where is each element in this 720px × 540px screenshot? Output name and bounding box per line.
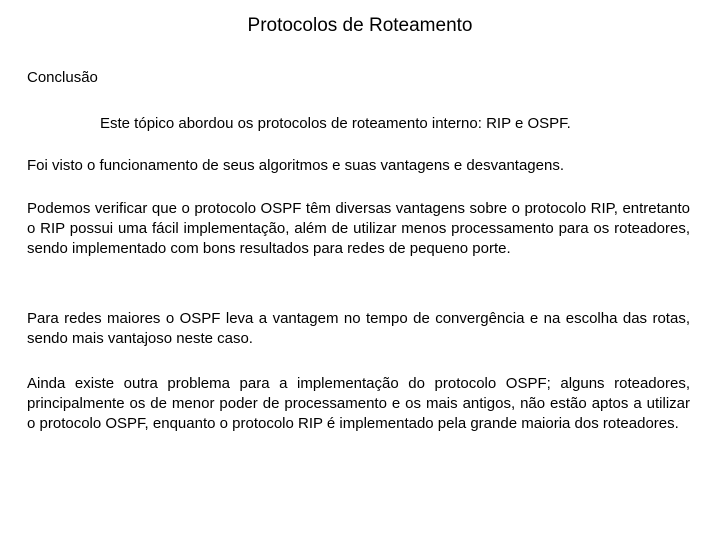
- paragraph-3: Para redes maiores o OSPF leva a vantagem no tempo de convergência e na escolha das rotas, sendo mais vantajoso neste caso.: [27, 310, 690, 347]
- slide-title: Protocolos de Roteamento: [247, 15, 473, 36]
- paragraph-4: Ainda existe outra problema para a implementação do protocolo OSPF; alguns roteadores, principalmente os de menor poder de processamento e os mais antigos, não estão aptos a utilizar o protocolo OSPF, enquanto o protocolo RIP é implementado pela grande maioria dos roteadores.: [27, 375, 690, 432]
- paragraph-2: Podemos verificar que o protocolo OSPF têm diversas vantagens sobre o protocolo RIP, entretanto o RIP possui uma fácil implementação, além de utilizar menos processamento para os roteadores, sendo implementado com bons resultados para redes de pequeno porte.: [27, 200, 690, 257]
- section-heading: Conclusão: [27, 69, 98, 86]
- paragraph-1: Foi visto o funcionamento de seus algoritmos e suas vantagens e desvantagens.: [27, 157, 564, 174]
- intro-text: Este tópico abordou os protocolos de roteamento interno: RIP e OSPF.: [100, 115, 571, 132]
